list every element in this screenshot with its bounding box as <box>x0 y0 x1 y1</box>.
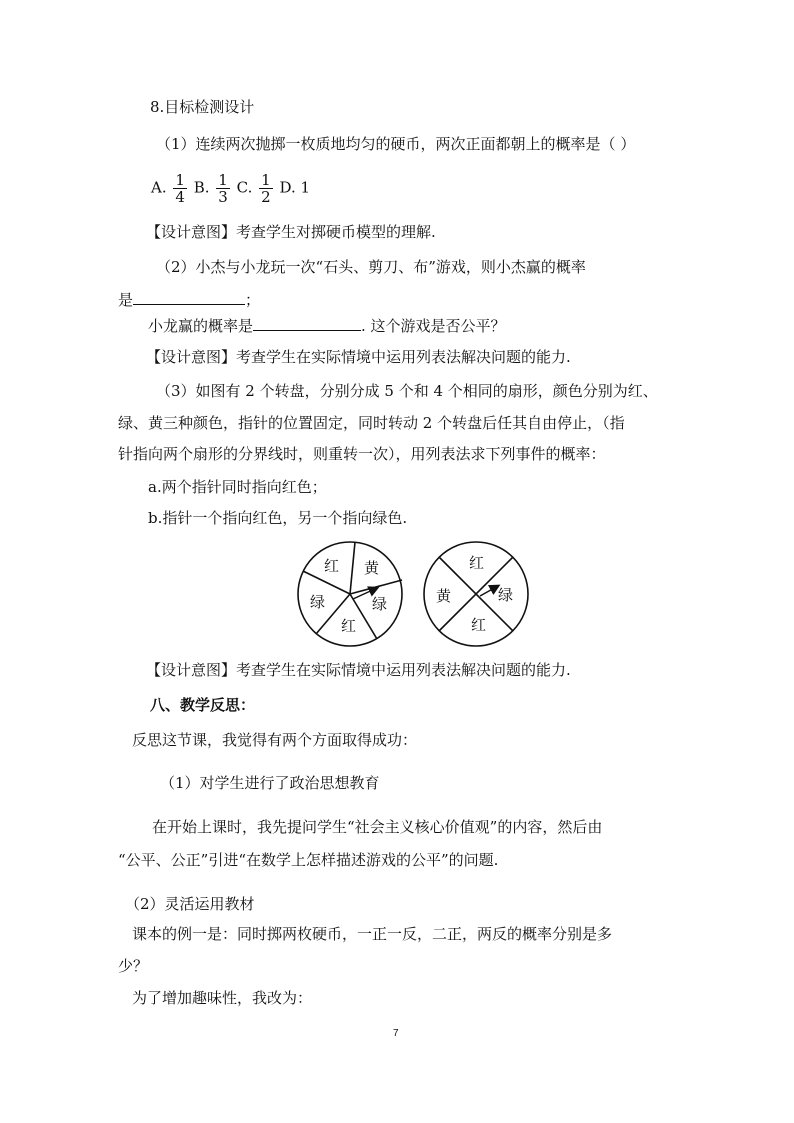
q2-blank-1[interactable] <box>133 288 245 305</box>
q1-options <box>151 172 310 205</box>
option-a-label: A. <box>151 178 167 197</box>
q3-intent: 【设计意图】考查学生在实际情境中运用列表法解决问题的能力. <box>146 661 571 679</box>
q2-stem: （2）小杰与小龙玩一次“石头、剪刀、布”游戏，则小杰赢的概率 <box>156 258 586 276</box>
q3-line2: 绿、黄三种颜色，指针的位置固定，同时转动 2 个转盘后任其自由停止，（指 <box>118 414 625 432</box>
q2-blank-2[interactable] <box>253 314 361 331</box>
reflection-point-2-line2: 少？ <box>118 957 149 975</box>
spinner-1 <box>298 542 402 646</box>
spinner-1-sector-label: 红 <box>324 557 340 575</box>
q3-line1: （3）如图有 2 个转盘，分别分成 5 个和 4 个相同的扇形，颜色分别为红、 <box>156 382 658 400</box>
q3-item-a: a.两个指针同时指向红色； <box>148 478 327 496</box>
reflection-intro: 反思这节课，我觉得有两个方面取得成功： <box>132 731 418 749</box>
q3-item-b: b.指针一个指向红色，另一个指向绿色. <box>148 509 408 527</box>
option-b-fraction: $\frac{1}{3}$ <box>218 171 228 206</box>
spinner-2-sector-label: 红 <box>469 554 485 572</box>
q2-intent: 【设计意图】考查学生在实际情境中运用列表法解决问题的能力. <box>146 348 571 366</box>
option-d-label: D. <box>279 178 296 197</box>
reflection-title: 八、教学反思： <box>150 696 256 714</box>
reflection-point-1-line1: 在开始上课时，我先提问学生“社会主义核心价值观”的内容，然后由 <box>152 818 603 836</box>
spinner-2-sector-label: 红 <box>471 616 487 634</box>
q1-intent: 【设计意图】考查学生对掷硬币模型的理解. <box>146 223 436 241</box>
page-number: 7 <box>393 1028 399 1039</box>
spinner-1-sector-label: 绿 <box>372 595 388 613</box>
spinner-1-sector-label: 红 <box>341 617 357 635</box>
option-c-fraction: $\frac{1}{2}$ <box>261 171 271 206</box>
reflection-point-1-line2: “公平、公正”引进“在数学上怎样描述游戏的公平”的问题. <box>118 851 499 869</box>
spinner-2-sector-label: 绿 <box>498 586 514 604</box>
spinner-1-sector-label: 绿 <box>310 593 326 611</box>
option-a-fraction: $\frac{1}{4}$ <box>175 171 185 206</box>
spinner-1-divider <box>350 542 355 594</box>
option-c-label: C. <box>236 178 253 197</box>
section-8-title: 8.目标检测设计 <box>150 98 255 116</box>
reflection-point-2-line3: 为了增加趣味性，我改为： <box>132 989 313 1007</box>
spinner-1-divider <box>350 580 402 594</box>
reflection-point-2-line1: 课本的例一是：同时掷两枚硬币，一正一反，二正，两反的概率分别是多 <box>132 925 613 943</box>
spinners-figure <box>290 535 540 655</box>
q2-line3: 小龙赢的概率是 . 这个游戏是否公平？ <box>148 314 506 337</box>
q3-line3: 针指向两个扇形的分界线时，则重转一次），用列表法求下列事件的概率： <box>118 445 606 463</box>
spinner-2-sector-label: 黄 <box>436 587 452 605</box>
option-b-label: B. <box>193 178 210 197</box>
q1-stem: （1）连续两次抛掷一枚质地均匀的硬币，两次正面都朝上的概率是（ ） <box>156 135 636 153</box>
option-d-value: 1 <box>300 178 311 197</box>
spinner-2 <box>424 542 528 646</box>
spinner-1-sector-label: 黄 <box>364 559 380 577</box>
q2-line2: 是 ； <box>118 288 260 311</box>
reflection-point-2-title: （2）灵活运用教材 <box>125 895 255 913</box>
reflection-point-1-title: （1）对学生进行了政治思想教育 <box>160 774 380 792</box>
